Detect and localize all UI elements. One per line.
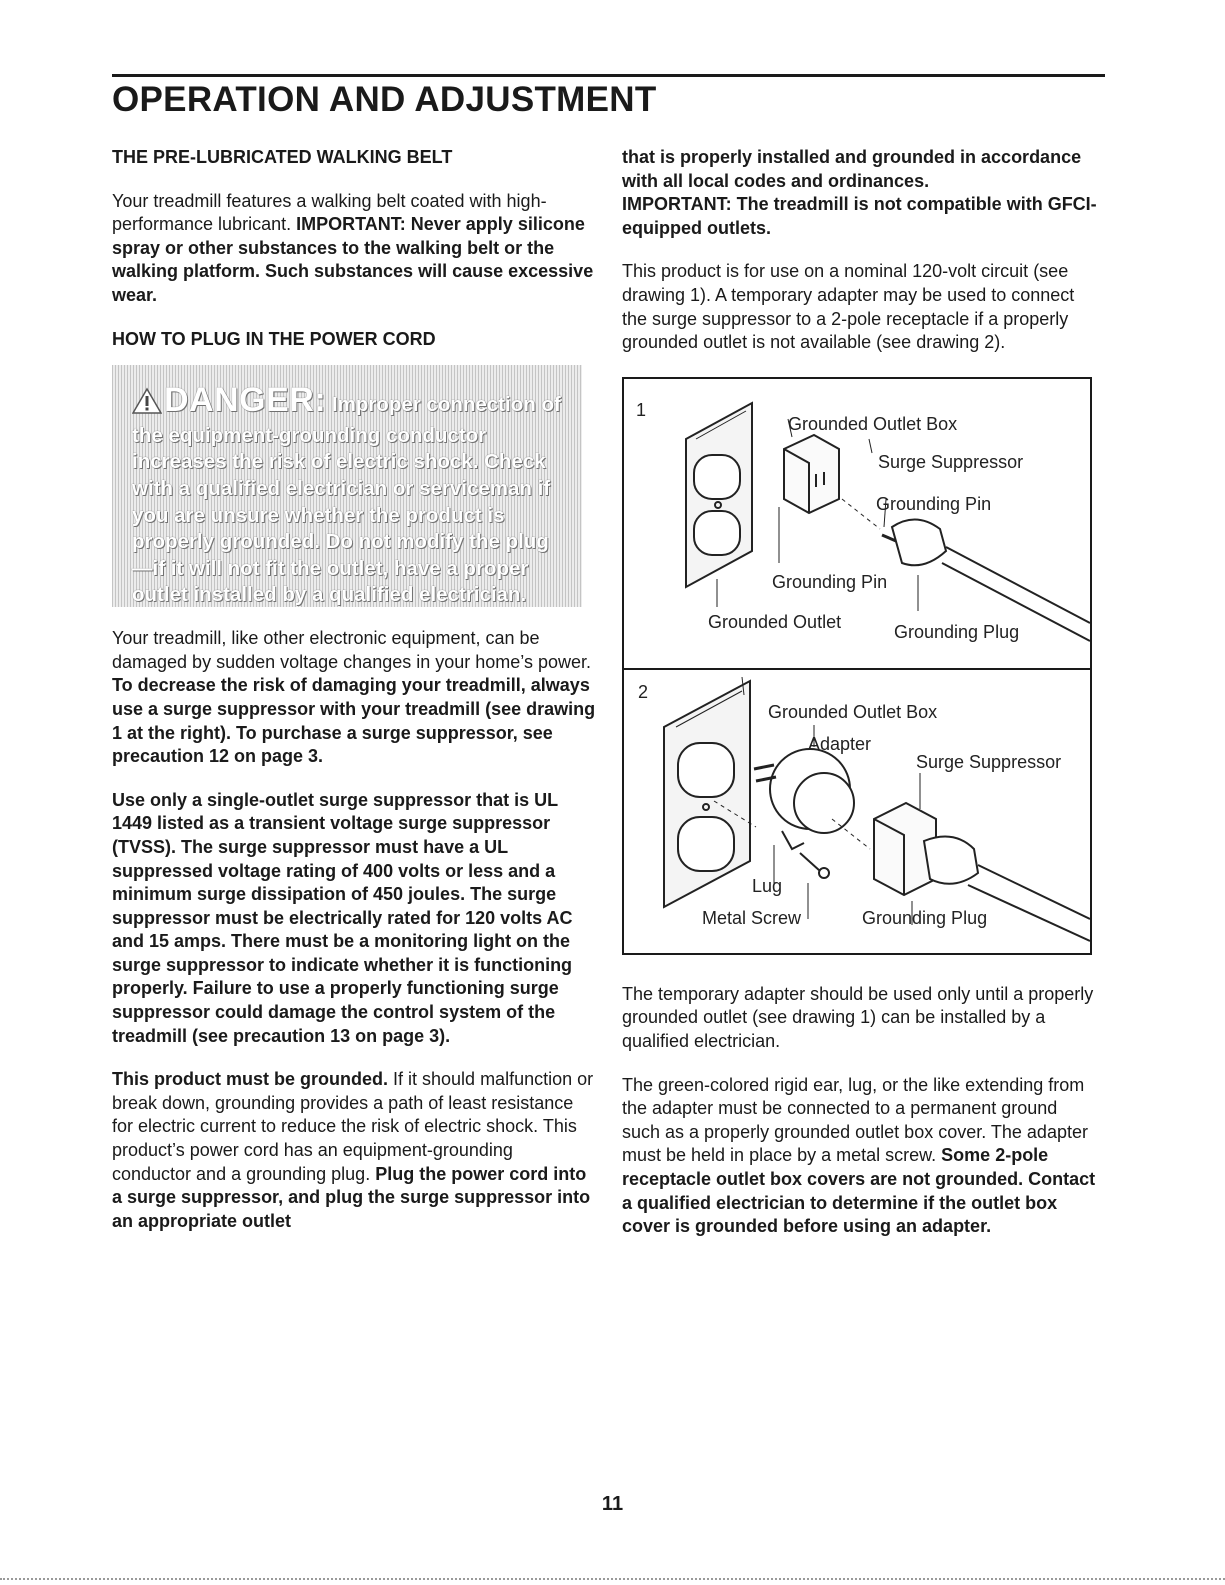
drawing-1-number: 1 (636, 399, 647, 420)
label-grounding-plug-1: Grounding Plug (894, 621, 1020, 642)
grounded-paragraph (112, 1068, 596, 1233)
label-adapter: Adapter (808, 733, 872, 754)
green-ear-warning: Some 2-pole receptacle outlet box covers are not grounded. Contact a qualified electrician to determine if the outlet box cover is grounded before using an adapter. (622, 1145, 1096, 1237)
single-outlet-paragraph: Use only a single-outlet surge suppressor that is UL 1449 listed as a transient voltage surge suppressor (TVSS). The surge suppressor must have a UL suppressed voltage rating of 400 volts or less and a minimum surge dissipation of 450 joules. The surge suppressor must be electrically rated for 120 volts AC and 15 amps. There must be a monitoring light on the surge suppressor to indicate whether it is functioning properly. Failure to use a properly functioning surge suppressor could damage the control system of the treadmill (see precaution 13 on page 3). (112, 789, 573, 1046)
danger-word: DANGER: (164, 381, 327, 420)
surge-warning: To decrease the risk of damaging your treadmill, always use a surge suppressor with your treadmill (see drawing 1 at the right). To purchase a surge suppressor, see precaution 12 on page 3. (112, 675, 596, 767)
belt-paragraph (112, 190, 596, 308)
danger-text: Improper connection of the equipment-grounding conductor increases the risk of electric shock. Check with a qualified electrician or serviceman if you are unsure whether the product is properly grounded. Do not modify the plug—if it will not fit the outlet, have a proper outlet installed by a qualified electrician. (132, 393, 561, 607)
gfci-warning: IMPORTANT: The treadmill is not compatible with GFCI-equipped outlets. (622, 194, 1097, 238)
drawing-1-art (686, 403, 1090, 641)
warning-triangle-icon (132, 387, 162, 423)
label-metal-screw: Metal Screw (702, 907, 802, 928)
belt-heading: THE PRE-LUBRICATED WALKING BELT (112, 147, 453, 167)
outlet-figure (622, 377, 1092, 955)
label-surge-suppressor-1: Surge Suppressor (878, 451, 1024, 472)
belt-text: Your treadmill features a walking belt coated with high-performance lubricant. (112, 190, 547, 235)
circuit-paragraph: This product is for use on a nominal 120-volt circuit (see drawing 1). A temporary adapter may be used to connect the surge suppressor to a 2-pole receptacle if a properly grounded outlet is not available (see drawing 2). (622, 261, 1075, 353)
page-number: 11 (601, 1493, 624, 1515)
surge-paragraph (112, 627, 596, 769)
label-surge-suppressor-2: Surge Suppressor (916, 751, 1062, 772)
temp-adapter-paragraph: The temporary adapter should be used only until a properly grounded outlet (see drawing 1) can be installed by a qualified electrician. (622, 983, 1094, 1051)
danger-box (112, 365, 582, 607)
label-grounded-outlet: Grounded Outlet (708, 611, 842, 632)
green-ear-paragraph (622, 1074, 1100, 1239)
label-grounded-outlet-box-2: Grounded Outlet Box (768, 701, 938, 722)
drawing-2-number: 2 (638, 681, 649, 702)
grounded-text: If it should malfunction or break down, grounding provides a path of least resistance for electric current to reduce the risk of electric shock. This product’s power cord has an equipment-grounding conductor and a grounding plug. (112, 1069, 594, 1184)
label-grounding-pin-top: Grounding Pin (876, 493, 992, 514)
label-grounding-pin-bottom: Grounding Pin (772, 571, 888, 592)
label-grounding-plug-2: Grounding Plug (862, 907, 988, 928)
title-rule (112, 74, 1105, 77)
label-lug: Lug (752, 875, 783, 896)
continued-text: that is properly installed and grounded in accordance with all local codes and ordinances. (622, 147, 1082, 191)
surge-text: Your treadmill, like other electronic equipment, can be damaged by sudden voltage changes in your home’s power. (112, 628, 591, 672)
green-ear-text: The green-colored rigid ear, lug, or the like extending from the adapter must be connected to a permanent ground such as a properly grounded outlet box cover. The adapter must be held in place by a metal screw. (622, 1074, 1088, 1166)
right-column (622, 146, 1100, 1239)
plug-instruction: Plug the power cord into a surge suppressor, and plug the surge suppressor into an appropriate outlet (112, 1163, 591, 1231)
grounded-warning: This product must be grounded. (112, 1069, 388, 1090)
plug-heading: HOW TO PLUG IN THE POWER CORD (112, 328, 436, 349)
page-title: OPERATION AND ADJUSTMENT (112, 80, 657, 119)
left-column (112, 146, 596, 1233)
belt-warning: IMPORTANT: Never apply silicone spray or other substances to the walking belt or the walking platform. Such substances will cause excessive wear. (112, 214, 594, 305)
bottom-dotted-rule (0, 1578, 1225, 1580)
label-grounded-outlet-box-1: Grounded Outlet Box (788, 413, 958, 434)
